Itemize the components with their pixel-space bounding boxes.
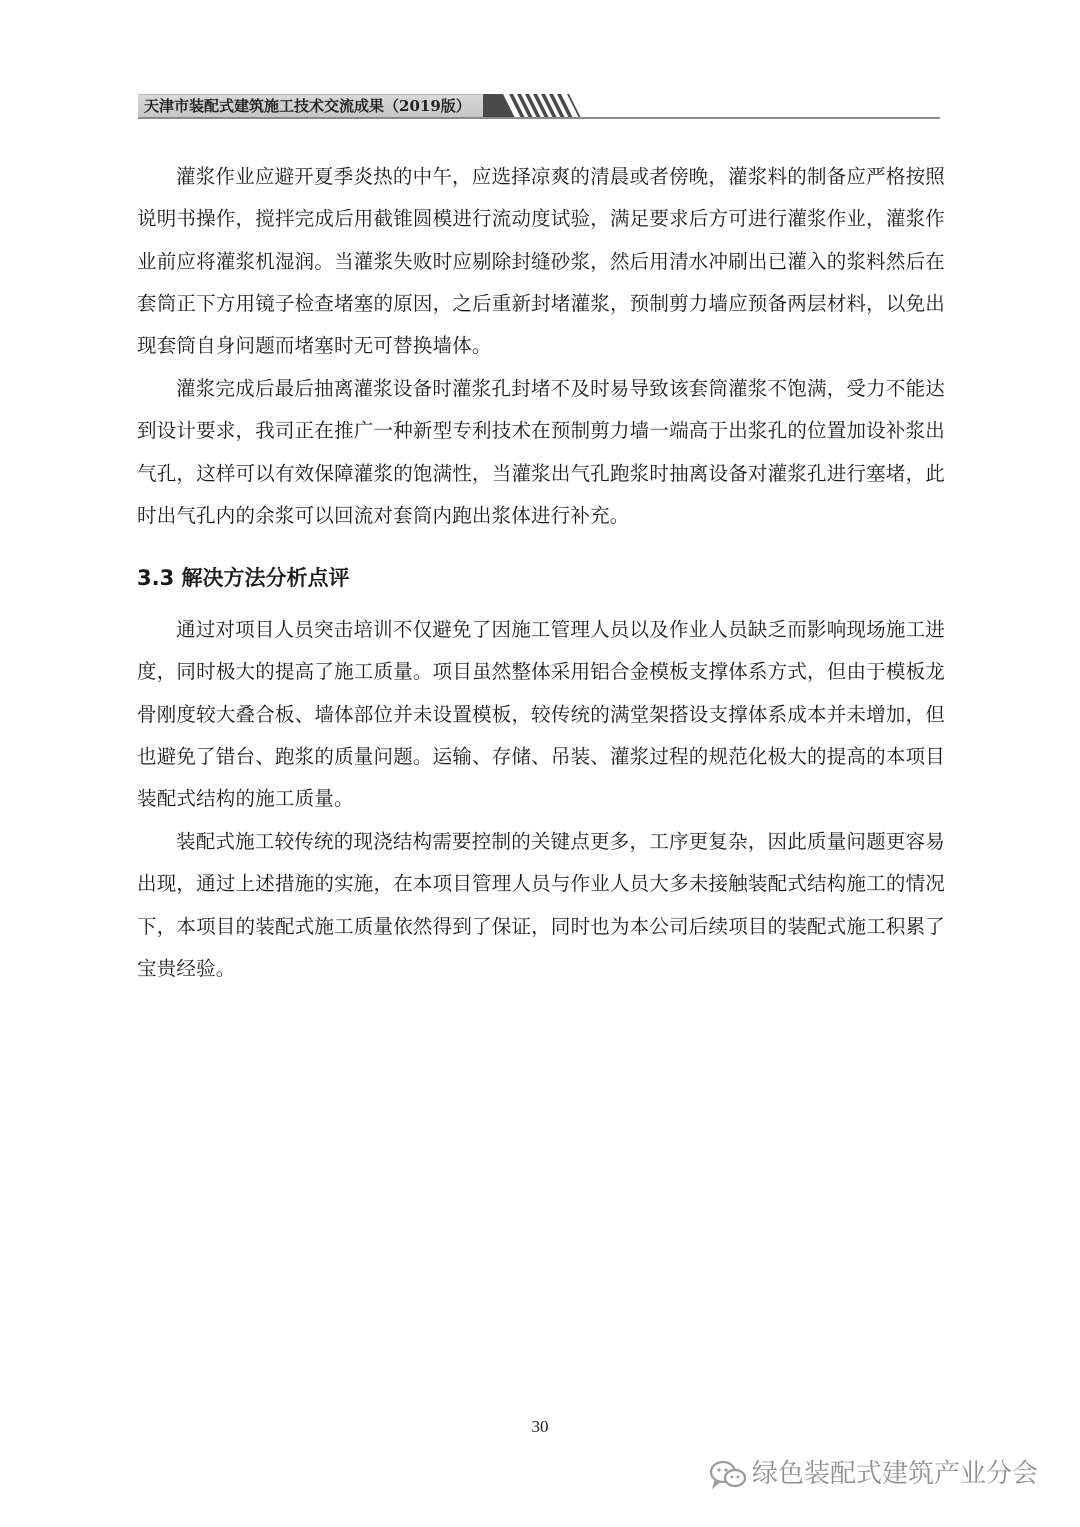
header-rule [138, 117, 940, 119]
paragraph-1-text: 灌浆作业应避开夏季炎热的中午，应选择凉爽的清晨或者傍晚，灌浆料的制备应严格按照说明书操作，搅拌完成后用截锥圆模进行流动度试验，满足要求后方可进行灌浆作业，灌浆作业前应将灌浆机湿润。当灌浆失败时应剔除封缝砂浆，然后用清水冲刷出已灌入的浆料然后在套筒正下方用镜子检查堵塞的原因，之后重新封堵灌浆，预制剪力墙应预备两层材料，以免出现套筒自身问题而堵塞时无可替换墙体。 [137, 165, 945, 358]
paragraph-1 [137, 156, 945, 367]
paragraph-4-text: 装配式施工较传统的现浇结构需要控制的关键点更多，工序更复杂，因此质量问题更容易出现，通过上述措施的实施，在本项目管理人员与作业人员大多未接触装配式结构施工的情况下，本项目的装配式施工质量依然得到了保证，同时也为本公司后续项目的装配式施工积累了宝贵经验。 [137, 830, 945, 980]
section-heading: 3.3 解决方法分析点评 [137, 566, 350, 590]
header-title: 天津市装配式建筑施工技术交流成果（2019版） [144, 97, 471, 115]
paragraph-3 [137, 609, 945, 820]
page-header [138, 94, 940, 120]
wechat-icon [708, 1459, 748, 1491]
paragraph-4 [137, 821, 945, 990]
paragraph-2 [137, 368, 945, 537]
paragraph-2-text: 灌浆完成后最后抽离灌浆设备时灌浆孔封堵不及时易导致该套筒灌浆不饱满，受力不能达到设计要求，我司正在推广一种新型专利技术在预制剪力墙一端高于出浆孔的位置加设补浆出气孔，这样可以有效保障灌浆的饱满性，当灌浆出气孔跑浆时抽离设备对灌浆孔进行塞堵，此时出气孔内的余浆可以回流对套筒内跑出浆体进行补充。 [137, 377, 945, 527]
watermark [708, 1455, 1068, 1495]
page-number: 30 [531, 1417, 549, 1436]
watermark-text: 绿色装配式建筑产业分会 [752, 1459, 1039, 1489]
paragraph-3-text: 通过对项目人员突击培训不仅避免了因施工管理人员以及作业人员缺乏而影响现场施工进度，同时极大的提高了施工质量。项目虽然整体采用铝合金模板支撑体系方式，但由于模板龙骨刚度较大叠合板、墙体部位并未设置模板，较传统的满堂架搭设支撑体系成本并未增加，但也避免了错台、跑浆的质量问题。运输、存储、吊装、灌浆过程的规范化极大的提高的本项目装配式结构的施工质量。 [137, 618, 945, 811]
header-stripes [483, 94, 723, 118]
